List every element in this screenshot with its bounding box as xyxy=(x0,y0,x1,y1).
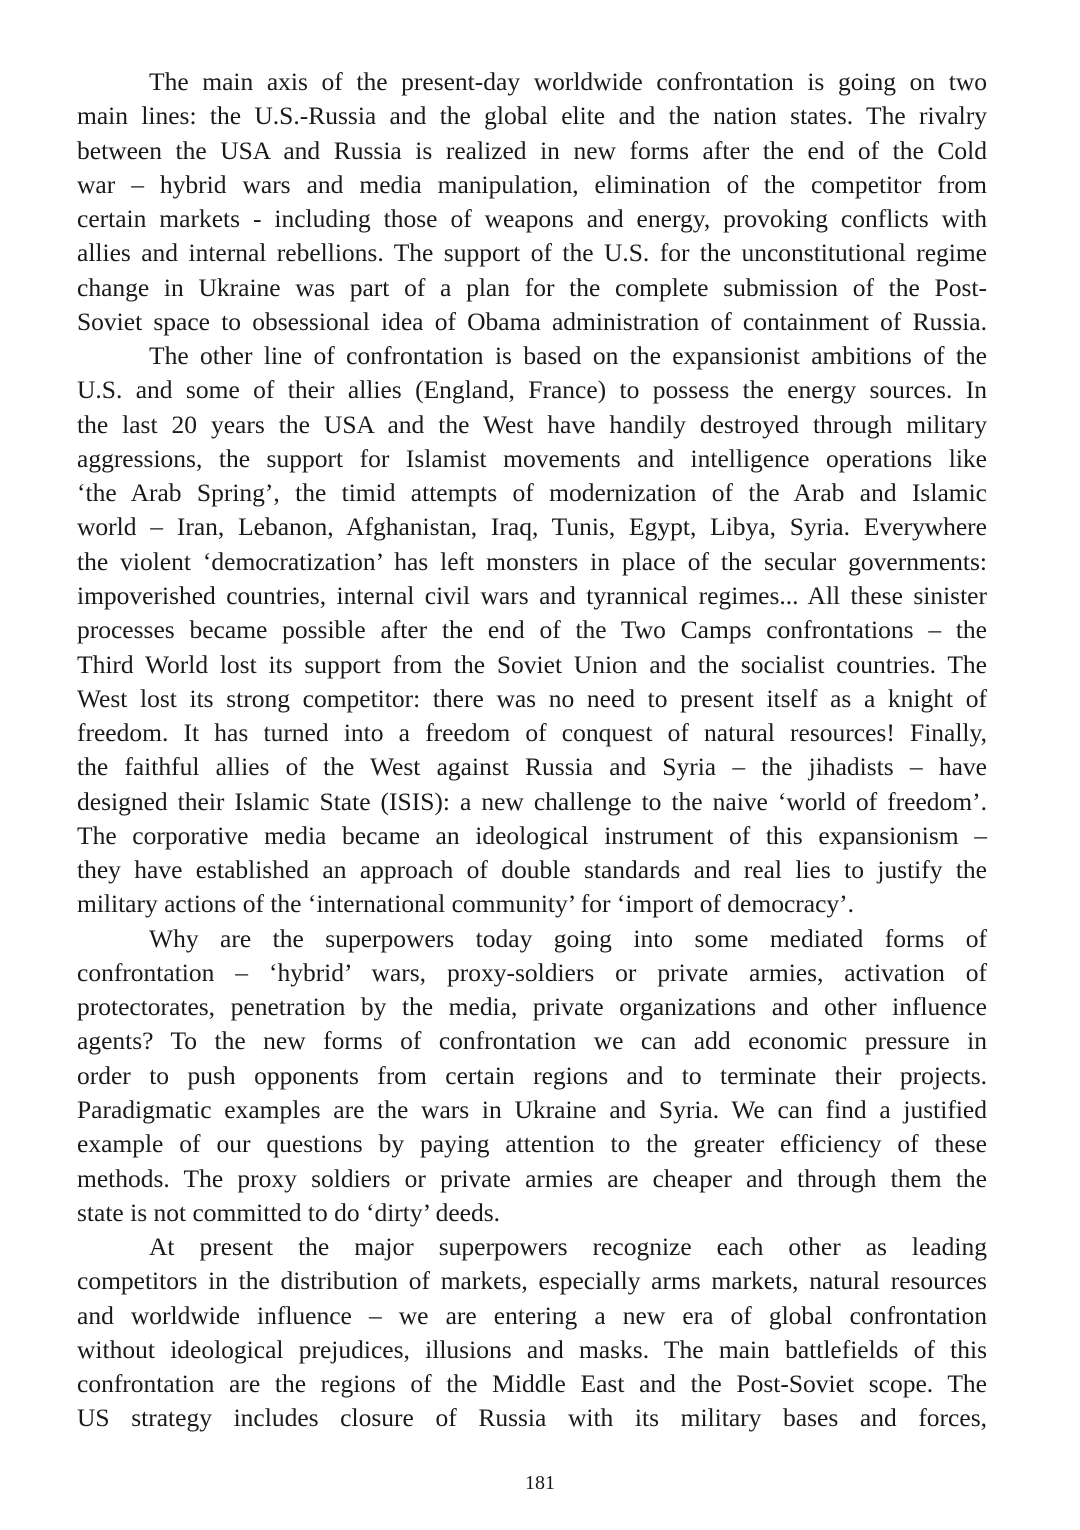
text-line: Third World lost its support from the Soviet Union and the socialist countries. The xyxy=(77,649,987,679)
text-line: main lines: the U.S.-Russia and the global elite and the nation states. The rivalry xyxy=(77,101,987,131)
text-line: state is not committed to do ‘dirty’ deeds. xyxy=(77,1197,501,1227)
text-line: and worldwide influence – we are entering a new era of global confrontation xyxy=(77,1300,987,1330)
paragraph xyxy=(77,922,987,1230)
text-line: they have established an approach of double standards and real lies to justify the xyxy=(77,855,987,885)
text-line: West lost its strong competitor: there was no need to present itself as a knight of xyxy=(77,683,987,713)
page-number: 181 xyxy=(525,1472,555,1494)
text-line: change in Ukraine was part of a plan for the complete submission of the Post- xyxy=(77,272,987,302)
text-line: war – hybrid wars and media manipulation, elimination of the competitor from xyxy=(77,169,987,199)
paragraph xyxy=(77,1230,987,1436)
text-line: ‘the Arab Spring’, the timid attempts of modernization of the Arab and Islamic xyxy=(77,478,987,508)
text-line: freedom. It has turned into a freedom of conquest of natural resources! Finally, xyxy=(77,718,987,748)
text-line: military actions of the ‘international community’ for ‘import of democracy’. xyxy=(77,889,855,919)
text-line: agents? To the new forms of confrontation we can add economic pressure in xyxy=(77,1026,987,1056)
text-line: U.S. and some of their allies (England, France) to possess the energy sources. In xyxy=(77,375,987,405)
text-line: Soviet space to obsessional idea of Obama administration of containment of Russia. xyxy=(77,306,987,336)
text-line: the violent ‘democratization’ has left monsters in place of the secular governments: xyxy=(77,546,987,576)
text-line: designed their Islamic State (ISIS): a new challenge to the naive ‘world of freedom’. xyxy=(77,786,987,816)
text-line: between the USA and Russia is realized in new forms after the end of the Cold xyxy=(77,135,987,165)
text-line: The other line of confrontation is based on the expansionist ambitions of the xyxy=(149,341,987,371)
text-line: order to push opponents from certain regions and to terminate their projects. xyxy=(77,1060,987,1090)
text-line: impoverished countries, internal civil wars and tyrannical regimes... All these sinister xyxy=(77,580,987,610)
text-line: certain markets - including those of weapons and energy, provoking conflicts with xyxy=(77,204,987,234)
text-line: competitors in the distribution of markets, especially arms markets, natural resources xyxy=(77,1266,987,1296)
text-line: The main axis of the present-day worldwide confrontation is going on two xyxy=(149,67,987,96)
text-line: The corporative media became an ideological instrument of this expansionism – xyxy=(77,820,987,850)
text-line: example of our questions by paying attention to the greater efficiency of these xyxy=(77,1129,987,1159)
text-line: aggressions, the support for Islamist movements and intelligence operations like xyxy=(77,443,987,473)
text-line: world – Iran, Lebanon, Afghanistan, Iraq, Tunis, Egypt, Libya, Syria. Everywhere xyxy=(77,512,987,542)
text-line: the last 20 years the USA and the West have handily destroyed through military xyxy=(77,409,987,439)
text-line: the faithful allies of the West against Russia and Syria – the jihadists – have xyxy=(77,752,987,782)
text-line: Paradigmatic examples are the wars in Ukraine and Syria. We can find a justified xyxy=(77,1094,987,1124)
text-line: protectorates, penetration by the media, private organizations and other influence xyxy=(77,992,987,1022)
text-line: methods. The proxy soldiers or private armies are cheaper and through them the xyxy=(77,1163,987,1193)
text-line: confrontation are the regions of the Middle East and the Post-Soviet scope. The xyxy=(77,1369,987,1399)
paragraph xyxy=(77,339,987,922)
paragraph xyxy=(77,65,987,339)
text-line: without ideological prejudices, illusions and masks. The main battlefields of this xyxy=(77,1334,987,1364)
text-line: At present the major superpowers recognize each other as leading xyxy=(149,1232,987,1262)
text-line: allies and internal rebellions. The support of the U.S. for the unconstitutional regime xyxy=(77,238,987,268)
text-line: processes became possible after the end of the Two Camps confrontations – the xyxy=(77,615,987,645)
text-line: confrontation – ‘hybrid’ wars, proxy-soldiers or private armies, activation of xyxy=(77,957,987,987)
text-line: Why are the superpowers today going into some mediated forms of xyxy=(149,923,987,953)
text-line: US strategy includes closure of Russia with its military bases and forces, xyxy=(77,1403,987,1433)
body-text xyxy=(77,65,987,1436)
